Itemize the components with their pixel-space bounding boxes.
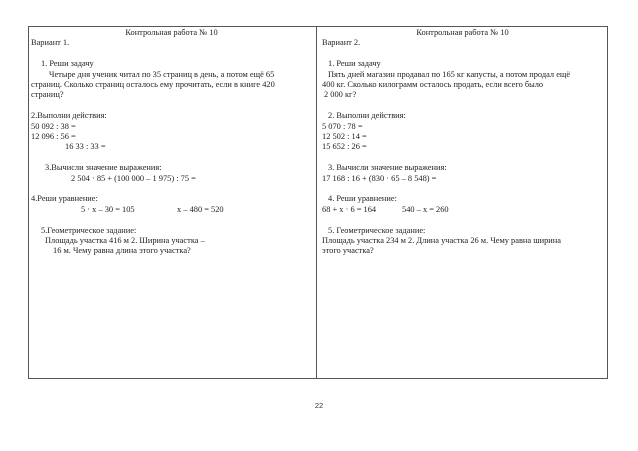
v1-task2-heading: 2.Выполни действия: xyxy=(31,111,107,121)
v2-task3-heading: 3. Вычисли значение выражения: xyxy=(328,163,447,173)
v2-task1-text-line: 2 000 кг? xyxy=(324,90,357,100)
v1-task3-heading: 3.Вычисли значение выражения: xyxy=(45,163,162,173)
v1-task2-item: 12 096 : 56 = xyxy=(31,132,76,142)
variant-2-column xyxy=(316,27,607,378)
variant-2-title: Контрольная работа № 10 xyxy=(416,28,509,37)
v1-task1-text-line: страниц. Сколько страниц осталось ему прочитать, если в книге 420 xyxy=(31,80,275,90)
v2-equation-1: 68 + х · 6 = 164 xyxy=(322,204,377,214)
v2-task3-expression: 17 168 : 16 + (830 · 65 – 8 548) = xyxy=(322,173,437,183)
v1-task3-expression: 2 504 · 85 + (100 000 – 1 975) : 75 = xyxy=(71,173,196,183)
v2-task1-heading: 1. Реши задачу xyxy=(328,59,381,69)
test-sheet-table xyxy=(28,26,608,379)
v1-task5-heading: 5.Геометрическое задание: xyxy=(41,225,137,235)
v2-task1-text-line: 400 кг. Сколько килограмм осталось продать, если всего было xyxy=(322,80,544,90)
v1-task5-text-line: Площадь участка 416 м 2. Ширина участка – xyxy=(45,236,205,246)
v2-task1-text-line: Пять дней магазин продавал по 165 кг капусты, а потом продал ещё xyxy=(328,69,571,79)
v2-task5-text-line: этого участка? xyxy=(322,246,374,256)
v1-task1-text-line: страниц? xyxy=(31,90,64,100)
v2-task2-heading: 2. Выполни действия: xyxy=(328,111,406,121)
v1-task5-text-line: 16 м. Чему равна длина этого участка? xyxy=(53,246,191,256)
v1-equation-2: х – 480 = 520 xyxy=(177,204,224,214)
variant-1-title: Контрольная работа № 10 xyxy=(125,28,218,37)
v2-equation-2: 540 – х = 260 xyxy=(402,204,449,214)
v2-task5-heading: 5. Геометрическое задание: xyxy=(328,225,426,235)
v1-task1-heading: 1. Реши задачу xyxy=(41,59,94,69)
variant-1-column xyxy=(29,27,316,378)
variant-1-label: Вариант 1. xyxy=(31,38,70,48)
v2-task2-item: 15 652 : 26 = xyxy=(322,142,367,152)
variant-2-label: Вариант 2. xyxy=(322,38,361,48)
v1-task2-item: 16 33 : 33 = xyxy=(65,142,106,152)
v1-task2-item: 50 092 : 38 = xyxy=(31,121,76,131)
v2-task5-text-line: Площадь участка 234 м 2. Длина участка 26 м. Чему равна ширина xyxy=(322,236,561,246)
v1-task4-equations xyxy=(31,205,312,215)
v1-task4-heading: 4.Реши уравнение: xyxy=(31,194,98,204)
v1-equation-1: 5 · x – 30 = 105 xyxy=(81,204,135,214)
v2-task4-equations xyxy=(322,205,603,215)
v2-task4-heading: 4. Реши уравнение: xyxy=(328,194,397,204)
v1-task1-text-line: Четыре дня ученик читал по 35 страниц в день, а потом ещё 65 xyxy=(49,69,275,79)
v2-task2-item: 5 070 : 78 = xyxy=(322,121,363,131)
v2-task2-item: 12 502 : 14 = xyxy=(322,132,367,142)
page-number: 22 xyxy=(314,401,324,410)
